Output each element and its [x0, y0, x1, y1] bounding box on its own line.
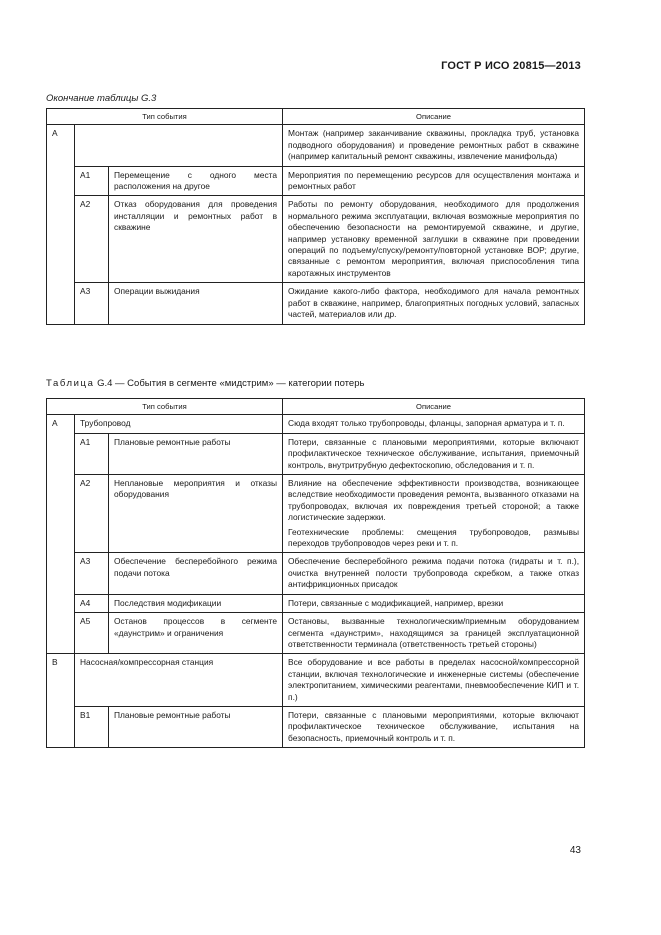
event-subcode: A3: [75, 553, 109, 594]
event-subcode: B1: [75, 706, 109, 747]
event-type: Плановые ремонтные работы: [109, 706, 283, 747]
event-subcode: A2: [75, 475, 109, 553]
table-g4: [46, 398, 585, 748]
event-description: [283, 415, 585, 433]
table-header-row: [47, 109, 585, 125]
event-subcode: A1: [75, 166, 109, 196]
description-paragraph: Обеспечение бесперебойного режима подачи потока (гидраты и т. п.), очистка внутренней полости трубопровода скребком, а также отказ антифрикционных присадок: [288, 556, 580, 590]
table-row: [47, 706, 585, 747]
event-subcode: A4: [75, 594, 109, 612]
table-row: [47, 553, 585, 594]
event-category-name: Трубопровод: [75, 415, 283, 433]
event-category-name: Насосная/компрессорная станция: [75, 654, 283, 707]
event-type: Отказ оборудования для проведения инсталляции и ремонтных работ в скважине: [109, 196, 283, 283]
description-paragraph: Мероприятия по перемещению ресурсов для осуществления монтажа и ремонтных работ: [288, 169, 580, 192]
event-subcode: A2: [75, 196, 109, 283]
event-type: Перемещение с одного места расположения на другое: [109, 166, 283, 196]
table-header-row: [47, 399, 585, 415]
description-paragraph: Работы по ремонту оборудования, необходимого для продолжения нормального режима эксплуатации, включая возможные мероприятия по обеспечению безопасности на ремонтируемой скважине, и другие, например установку временной заглушки в скважине при проведении операций по подъему/спуску/ремонту/повторной установке ВОР; другие, связанные с ремонтом мероприятия, включая приспособления типа каротажных инструментов: [288, 199, 580, 278]
column-header-description: Описание: [283, 399, 585, 415]
description-paragraph: Потери, связанные с плановыми мероприятиями, которые включают профилактическое техническое обслуживание, испытания на безопасность, приемочный контроль и т. п.: [288, 709, 580, 743]
event-description: [283, 706, 585, 747]
event-description: [283, 594, 585, 612]
description-paragraph: Все оборудование и все работы в пределах насосной/компрессорной станции, включая технологические и инженерные системы (обеспечение электропитанием, химическими реагентами, пневмообеспечение КИП и т. п.): [288, 657, 580, 702]
event-description: [283, 125, 585, 166]
event-category-code: A: [47, 125, 75, 324]
event-category-code: A: [47, 415, 75, 654]
table-g3-caption: Окончание таблицы G.3: [46, 93, 157, 104]
table-g4-caption-text: — События в сегменте «мидстрим» — категории потерь: [115, 378, 365, 389]
event-subcode: A5: [75, 613, 109, 654]
event-description: [283, 283, 585, 324]
event-description: [283, 654, 585, 707]
event-type: Неплановые мероприятия и отказы оборудования: [109, 475, 283, 553]
table-row: [47, 654, 585, 707]
event-description: [283, 613, 585, 654]
description-paragraph: Монтаж (например заканчивание скважины, прокладка труб, установка подводного оборудования) и проведение ремонтных работ в скважине (например капитальный ремонт скважины, извлечение манифольда): [288, 128, 580, 162]
event-subcode: A1: [75, 433, 109, 474]
column-header-description: Описание: [283, 109, 585, 125]
description-paragraph: Потери, связанные с модификацией, например, врезки: [288, 597, 504, 608]
table-row: [47, 196, 585, 283]
table-row: [47, 166, 585, 196]
description-paragraph: Сюда входят только трубопроводы, фланцы, запорная арматура и т. п.: [288, 418, 565, 429]
event-category-name: [75, 125, 283, 166]
column-header-type: Тип события: [47, 399, 283, 415]
description-paragraph: Остановы, вызванные технологическим/приемным оборудованием сегмента «даунстрим», находящимся за границей эксплуатационной ответственности терминала (ответственность третьей стороны): [288, 616, 580, 649]
event-description: [283, 553, 585, 594]
event-description: [283, 475, 585, 553]
table-row: [47, 283, 585, 324]
event-type: Плановые ремонтные работы: [109, 433, 283, 474]
page-number: 43: [569, 845, 581, 856]
table-row: [47, 475, 585, 553]
description-paragraph: Геотехнические проблемы: смещения трубопроводов, размывы переходов трубопроводов через реки и т. п.: [288, 526, 580, 549]
event-description: [283, 196, 585, 283]
event-type: Операции выжидания: [109, 283, 283, 324]
table-g4-caption-number: G.4: [97, 378, 113, 389]
event-type: Обеспечение бесперебойного режима подачи потока: [109, 553, 283, 594]
description-paragraph: Потери, связанные с плановыми мероприятиями, которые включают профилактическое техническое обслуживание, испытания, приемочный контроль, внутритрубную дефектоскопию, обследования и т. п.: [288, 436, 580, 470]
event-type: Последствия модификации: [109, 594, 283, 612]
table-g4-caption: [46, 378, 364, 389]
event-subcode: A3: [75, 283, 109, 324]
table-g4-caption-label: Таблица: [46, 378, 95, 389]
event-description: [283, 433, 585, 474]
table-row: [47, 613, 585, 654]
table-row: [47, 125, 585, 166]
description-paragraph: Ожидание какого-либо фактора, необходимого для начала ремонтных работ в скважине, например, благоприятных погодных условий, запасных частей, материалов или др.: [288, 286, 580, 320]
event-type: Останов процессов в сегменте «даунстрим» и ограничения: [109, 613, 283, 654]
column-header-type: Тип события: [47, 109, 283, 125]
table-g3: [46, 108, 585, 325]
event-description: [283, 166, 585, 196]
event-category-code: B: [47, 654, 75, 748]
description-paragraph: Влияние на обеспечение эффективности производства, возникающее вследствие необходимости проведения ремонта, вызванного отказами на трубопроводах, включая их повреждения третьей стороной; а также логистические задержки.: [288, 478, 580, 523]
document-header: ГОСТ Р ИСО 20815—2013: [441, 60, 581, 72]
table-row: [47, 433, 585, 474]
table-row: [47, 415, 585, 433]
table-row: [47, 594, 585, 612]
